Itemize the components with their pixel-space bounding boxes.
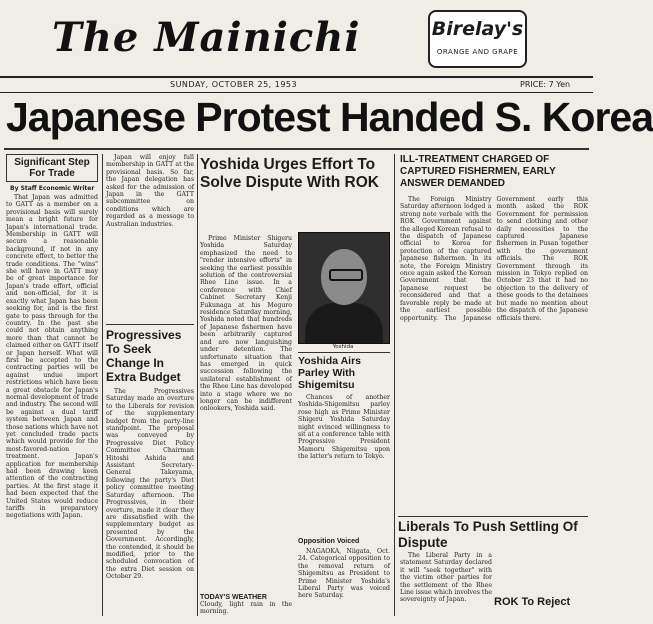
article-body	[298, 394, 390, 534]
headline-divider	[4, 148, 589, 150]
article-body	[400, 196, 588, 512]
photo-caption: Yoshida	[332, 344, 354, 350]
column-1	[6, 154, 98, 616]
column-divider	[102, 154, 103, 616]
weather-box	[200, 594, 292, 616]
article-body	[106, 154, 194, 320]
photo-shoulders	[305, 303, 383, 343]
newspaper-title: The Mainichi	[52, 14, 361, 61]
masthead	[0, 0, 593, 74]
article-body	[6, 194, 98, 624]
sub-headline: Yoshida Airs Parley With Shigemitsu	[298, 352, 390, 391]
yoshida-headline: Yoshida Urges Effort To Solve Dispute With ROK	[200, 156, 379, 191]
article-text: The Foreign Ministry Saturday afternoon lodged a strong note verbale with the ROK Government against the alleged Korean refusal to the dispatch of Japanese official to Korea for protection of the captured Japanese fishermen. In its note, the Foreign Ministry once again asked the Korean Government that the Japanese request be reconsidered and that a favorable reply be made at the earliest possible opportunity. The Japanese Government early this month asked the ROK Government for permission to send clothing and other daily necessities to the captured Japanese fishermen in Pusan together with the government officials. The ROK Government through its mission in Tokyo replied on October 23 that it had no objection to the delivery of these goods to the detainees but made no mention about the dispatch of the Japanese officials there.	[400, 196, 588, 322]
advertisement-box	[428, 10, 527, 68]
article-text: Japan will enjoy full membership in GATT at the provisional basis. So far, the Japan delegation has asked for the admission of Japan in the GATT subcommittee on conditions which are regarded as a message to Australian industries.	[106, 154, 194, 228]
ill-treatment-headline: ILL-TREATMENT CHARGED OF CAPTURED FISHERMEN, EARLY ANSWER DEMANDED	[400, 154, 556, 189]
photo-glasses	[329, 269, 363, 281]
article-text: NAGAOKA, Niigata, Oct. 24. Categorical opposition to the removal return of Shigemitsu as President to Prime Minister Yoshida's Liberal Party was voiced here Saturday.	[298, 548, 390, 600]
article-text: That Japan was admitted to GATT as a member on a provisional basis will surely mean a bright future for Japan's international trade. Membership in GATT will secure a reasonable background, if not in any concrete effect, to better the trade conditions. The "wins" she will have in GATT may be of great importance for Japan's trade effort, official and non-official, for it is exactly what Japan has been seeking for, and is the first gate to pass through for the country. In the past she could not obtain anything more than that cannot be claimed either on GATT itself or Japan herself. What will first be accepted to the contracting parties will be against undue import restrictions which have been a great obstacle for Japan's normal development of trade and industry. The second will be against a dual tariff system between Japan and those nations which have not yet concluded trade pacts which would provide for the most-favored-nation treatment. Japan's application for membership had been drawing keen attention of the contracting parties. At the first stage it had been expected that the United States would reduce tariffs in preparatory negotiations with Japan.	[6, 194, 98, 520]
yoshida-photo	[298, 232, 390, 344]
liberals-headline: Liberals To Push Settling Of Dispute	[398, 516, 588, 551]
opposition-heading: Opposition Voiced	[298, 538, 360, 545]
ad-brand: Birelay's	[431, 18, 524, 40]
article-text: The Progressives Saturday made an overture to the Liberals for revision of the supplementary budget from the party-line standpoint. The proposal was conveyed by Progressive Diet Policy Committee Chairman Hitoshi Ashida and Assistant Secretary-General Takeyama, following the party's Diet policy committee meeting Saturday afternoon. The Progressives, in their overture, made it clear they are dissatisfied with the supplementary budget as presented by the Government. Accordingly, the contended, it should be modified, prior to the scheduled convocation of the extra Diet session on October 29.	[106, 388, 194, 581]
article-body	[400, 552, 492, 616]
issue-date: SUNDAY, OCTOBER 25, 1953	[170, 80, 298, 89]
article-body	[106, 388, 194, 581]
dateline-bar	[0, 76, 593, 93]
article-heading: Progressives To Seek Change In Extra Budget	[106, 324, 194, 384]
article-heading: Significant Step For Trade	[6, 154, 98, 182]
article-text: The Liberal Party in a statement Saturday declared it will "seek together" with the victim other parties for the settlement of the Rhee Line issue which involves the sovereignty of Japan.	[400, 552, 492, 604]
column-divider	[394, 154, 395, 616]
column-2	[106, 154, 194, 616]
main-headline: Japanese Protest Handed S. Korea	[6, 94, 653, 140]
ad-tagline: ORANGE AND GRAPE	[436, 48, 519, 56]
rok-reject-headline: ROK To Reject	[494, 596, 571, 608]
weather-heading: TODAY'S WEATHER	[200, 594, 267, 601]
byline: By Staff Economic Writer	[10, 185, 95, 192]
issue-price: PRICE: 7 Yen	[520, 80, 571, 89]
article-body	[298, 548, 390, 616]
article-text: Chances of another Yoshida-Shigemitsu parley rose high as Prime Minister Shigeru Yoshida Saturday night evinced willingness to sit at a conference table with Progressive President Mamoru Shigemitsu upon the latter's return to Tokyo.	[298, 394, 390, 461]
column-divider	[197, 154, 198, 616]
column-2b	[200, 235, 292, 590]
article-text: Prime Minister Shigeru Yoshida Saturday emphasized the need to "render intensive efforts" in seeking the earliest possible solution of the controversial Rhee Line issue. In a conference with Chief Cabinet Secretary Kenji Fukunaga at his Meguro residence Saturday morning, Yoshida noted that hundreds of Japanese fishermen have been arbitrarily captured and are now languishing under detention. The unfortunate situation that has emerged in quick succession following the unilateral establishment of the Rhee Line has developed into a stage where we no longer can be indifferent onlookers, Yoshida said.	[200, 235, 292, 413]
weather-text: Cloudy, light rain in the morning.	[200, 601, 292, 616]
